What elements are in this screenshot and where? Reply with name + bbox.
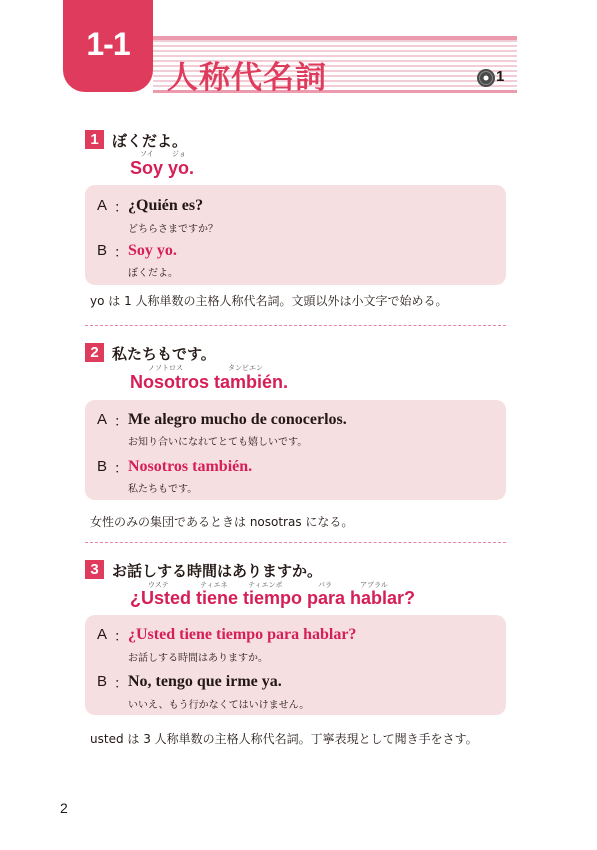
section-note: 女性のみの集団であるときは nosotras になる。 xyxy=(90,515,354,529)
dialog-a-spanish: ¿Usted tiene tiempo para hablar? xyxy=(128,626,357,643)
section-jp-title: 私たちもです。 xyxy=(112,345,216,363)
dialog-a-spanish: ¿Quién es? xyxy=(128,197,204,214)
chapter-tab xyxy=(63,0,153,92)
dialog-box xyxy=(85,615,506,715)
section-jp-title: ぼくだよ。 xyxy=(112,132,188,150)
speaker-b: B xyxy=(97,458,108,475)
section-note: usted は 3 人称単数の主格人称代名詞。丁寧表現として聞き手をさす。 xyxy=(90,732,478,746)
ruby-reading: ウステ xyxy=(148,581,169,589)
speaker-a: A xyxy=(97,411,108,428)
section-number-badge: 3 xyxy=(85,560,104,579)
section-es-title: Nosotros también. xyxy=(130,372,289,392)
ruby-reading: ノソトロス xyxy=(148,364,183,372)
ruby-reading: ソイ xyxy=(140,150,154,158)
dialog-a-japanese: お知り合いになれてとても嬉しいです。 xyxy=(128,437,308,448)
dialog-b-japanese: 私たちもです。 xyxy=(128,484,198,495)
ruby-reading: アブラル xyxy=(360,581,388,589)
page-title: 人称代名詞 xyxy=(167,60,327,96)
section-divider xyxy=(85,325,506,326)
cd-icon xyxy=(476,68,496,88)
dialog-box xyxy=(85,400,506,500)
section-es-title: ¿Usted tiene tiempo para hablar? xyxy=(130,588,416,608)
chapter-number: 1-1 xyxy=(86,26,130,62)
speaker-colon: ： xyxy=(114,461,128,477)
section-jp-title: お話しする時間はありますか。 xyxy=(112,562,323,580)
dialog-b-spanish: Soy yo. xyxy=(128,242,177,259)
dialog-a-japanese: お話しする時間はありますか。 xyxy=(128,653,268,664)
dialog-a-spanish: Me alegro mucho de conocerlos. xyxy=(128,411,347,428)
section-note: yo は 1 人称単数の主格人称代名詞。文頭以外は小文字で始める。 xyxy=(90,294,448,308)
speaker-a: A xyxy=(97,626,108,643)
dialog-b-japanese: ぼくだよ。 xyxy=(128,268,178,279)
speaker-colon: ： xyxy=(114,414,128,430)
speaker-b: B xyxy=(97,673,108,690)
section-number-badge: 2 xyxy=(85,343,104,362)
speaker-colon: ： xyxy=(114,676,128,692)
section-number-badge: 1 xyxy=(85,130,104,149)
ruby-reading: タンビエン xyxy=(228,364,263,372)
section-divider xyxy=(85,542,506,543)
speaker-b: B xyxy=(97,242,108,259)
dialog-b-spanish: Nosotros también. xyxy=(128,458,253,475)
speaker-colon: ： xyxy=(114,200,128,216)
section-es-title: Soy yo. xyxy=(130,158,195,178)
dialog-b-japanese: いいえ、もう行かなくてはいけません。 xyxy=(128,700,310,711)
dialog-a-japanese: どちらさまですか？ xyxy=(128,224,218,235)
ruby-reading: パラ xyxy=(318,581,332,589)
ruby-reading: ティエネ xyxy=(200,581,228,589)
speaker-colon: ： xyxy=(114,245,128,261)
dialog-box xyxy=(85,185,506,285)
ruby-reading: ジョ xyxy=(172,150,186,158)
speaker-a: A xyxy=(97,197,108,214)
dialog-b-spanish: No, tengo que irme ya. xyxy=(128,673,282,690)
speaker-colon: ： xyxy=(114,629,128,645)
track-number: 1 xyxy=(496,68,505,85)
ruby-reading: ティエンポ xyxy=(248,581,283,589)
page-number: 2 xyxy=(60,800,68,816)
